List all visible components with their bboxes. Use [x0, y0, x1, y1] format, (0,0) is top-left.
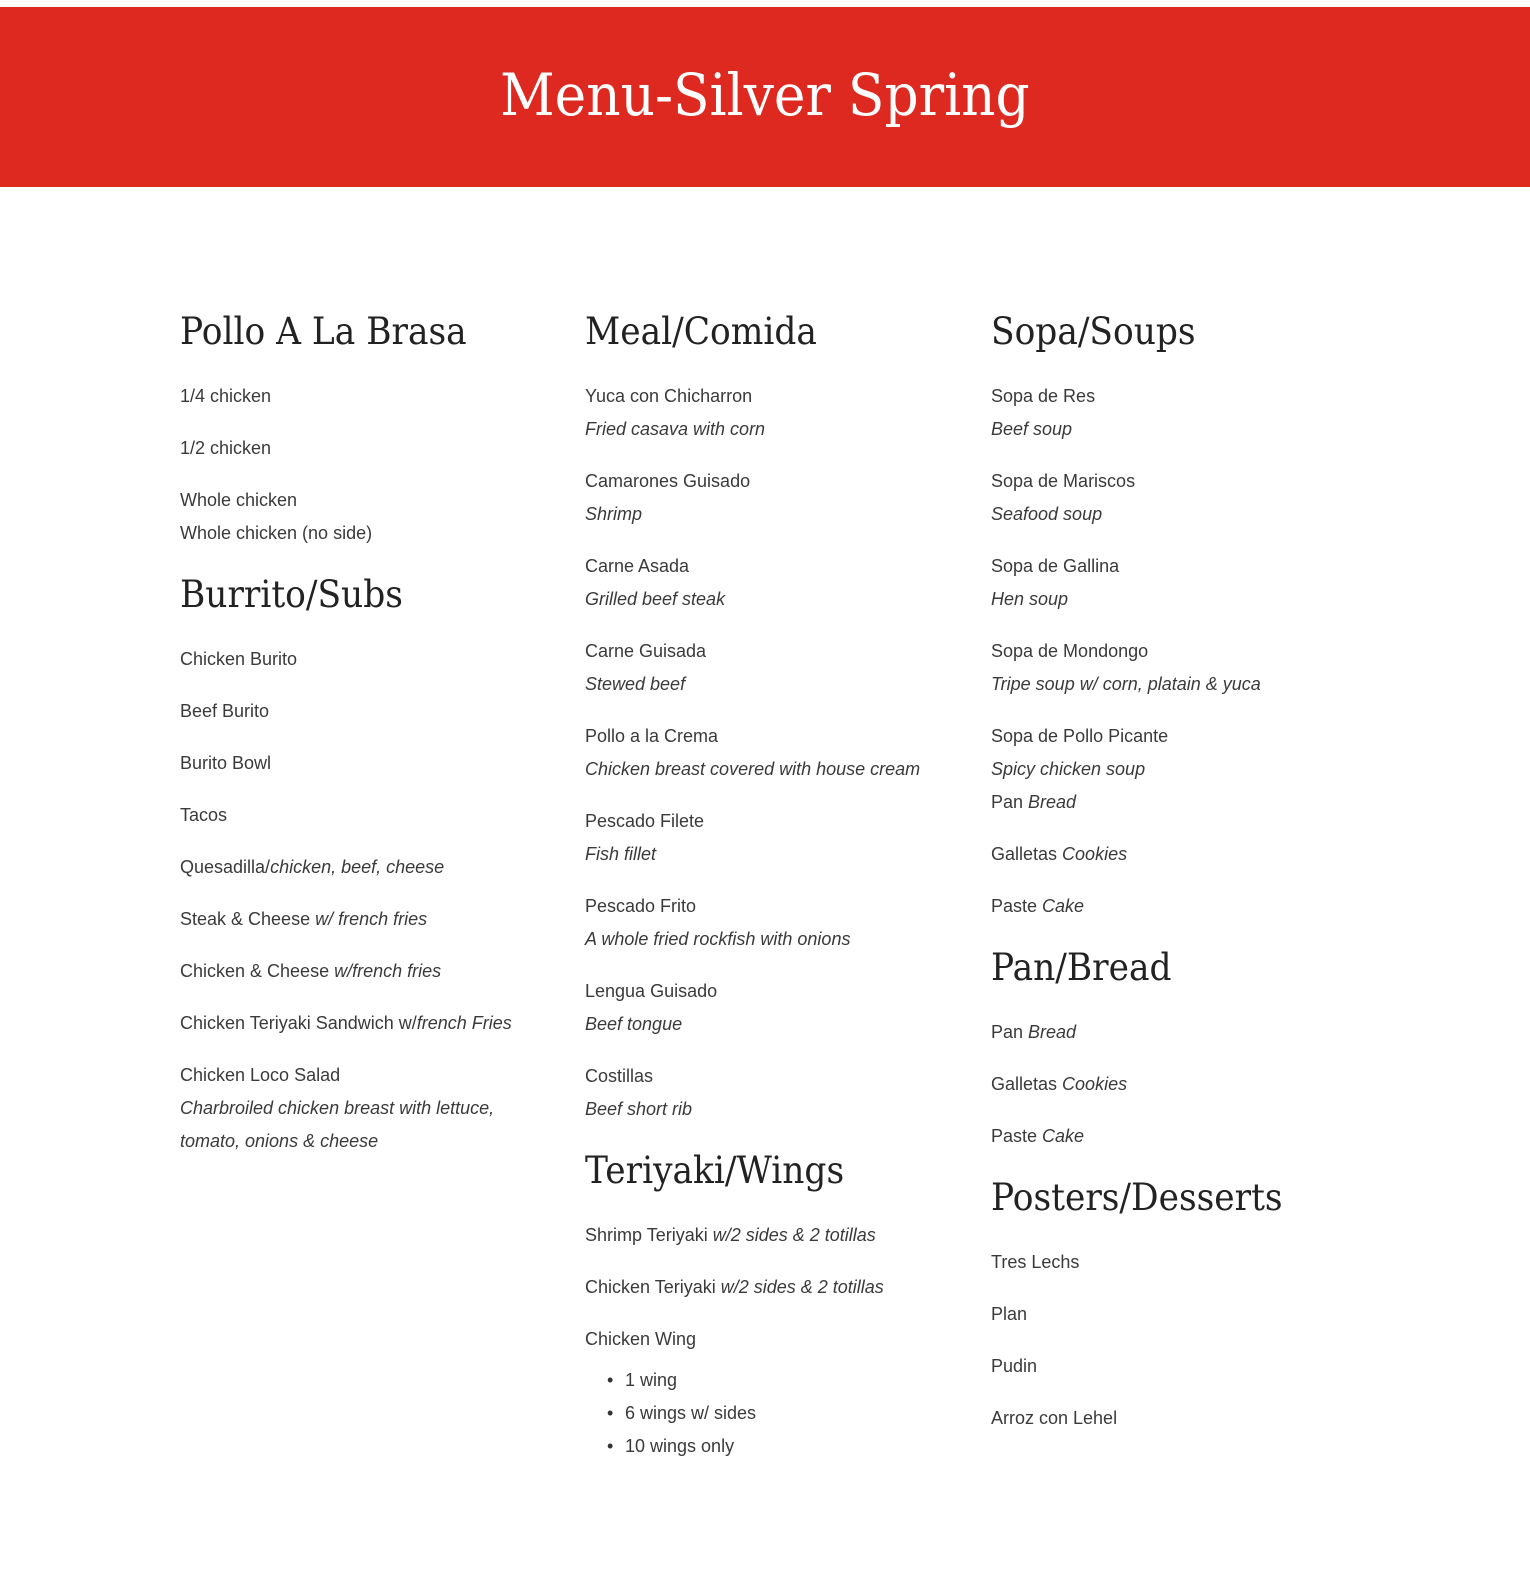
- menu-item: [991, 1016, 1391, 1049]
- menu-item: [585, 1323, 965, 1463]
- item-name: Pescado Frito: [585, 896, 697, 916]
- item-description: Fried casava with corn: [585, 419, 766, 439]
- item-description: Shrimp: [585, 504, 643, 524]
- menu-item: [585, 465, 965, 531]
- item-suffix: Bread: [1028, 792, 1077, 812]
- item-name: Sopa de Res: [991, 386, 1096, 406]
- menu-item: [180, 1007, 560, 1040]
- menu-item: [585, 635, 965, 701]
- item-suffix: w/ french fries: [315, 909, 428, 929]
- item-description: Hen soup: [991, 589, 1069, 609]
- item-line: [585, 1271, 965, 1304]
- item-line: [991, 1120, 1391, 1153]
- item-suffix: chicken, beef, cheese: [270, 857, 445, 877]
- menu-item: [585, 550, 965, 616]
- wing-option: • 1 wing: [607, 1364, 965, 1397]
- item-line: [991, 838, 1391, 871]
- menu-item: [180, 955, 560, 988]
- menu-item: [991, 720, 1391, 819]
- item-description: Beef short rib: [585, 1099, 693, 1119]
- page-header-banner: [0, 7, 1530, 187]
- item-name: Camarones Guisado: [585, 471, 751, 491]
- section-title: Sopa/Soups: [991, 310, 1196, 353]
- item-name: Plan: [991, 1304, 1028, 1324]
- item-description: Whole chicken (no side): [180, 523, 373, 543]
- item-description: Stewed beef: [585, 674, 686, 694]
- item-name: Whole chicken: [180, 490, 298, 510]
- item-line: [585, 1219, 965, 1252]
- item-name: Chicken & Cheese: [180, 961, 335, 981]
- item-name: Yuca con Chicharron: [585, 386, 753, 406]
- item-name: Galletas: [991, 844, 1063, 864]
- item-description: Spicy chicken soup: [991, 759, 1146, 779]
- item-name: Pudin: [991, 1356, 1038, 1376]
- item-name: 1/4 chicken: [180, 386, 272, 406]
- item-description: Seafood soup: [991, 504, 1103, 524]
- item-description: Chicken breast covered with house cream: [585, 759, 921, 779]
- item-line: [180, 903, 560, 936]
- menu-item: [180, 484, 560, 550]
- wing-option: • 6 wings w/ sides: [607, 1397, 965, 1430]
- item-line: [180, 955, 560, 988]
- menu-item: [585, 1060, 965, 1126]
- item-description: Charbroiled chicken breast with lettuce, tomato, onions & cheese: [180, 1098, 495, 1151]
- item-name: Arroz con Lehel: [991, 1408, 1118, 1428]
- item-suffix: french Fries: [416, 1013, 512, 1033]
- menu-item: [991, 1402, 1391, 1435]
- item-description: Grilled beef steak: [585, 589, 726, 609]
- item-name: 1/2 chicken: [180, 438, 272, 458]
- item-line: [991, 1068, 1391, 1101]
- section-sopa-soups: [991, 306, 1391, 923]
- item-suffix: Cake: [1042, 1126, 1085, 1146]
- item-suffix: Bread: [1028, 1022, 1077, 1042]
- item-suffix: Cookies: [1062, 1074, 1128, 1094]
- item-name: Costillas: [585, 1066, 654, 1086]
- item-line: [991, 786, 1391, 819]
- page-title: Menu-Silver Spring: [500, 61, 1030, 129]
- section-title: Meal/Comida: [585, 310, 817, 353]
- wing-options-list: [585, 1364, 965, 1463]
- section-title: Posters/Desserts: [991, 1176, 1283, 1219]
- menu-column-3: [991, 306, 1391, 1454]
- item-name: Carne Guisada: [585, 641, 707, 661]
- item-name: Tres Lechs: [991, 1252, 1080, 1272]
- item-suffix: w/2 sides & 2 totillas: [712, 1225, 876, 1245]
- section-title: Pollo A La Brasa: [180, 310, 467, 353]
- item-description: Tripe soup w/ corn, platain & yuca: [991, 674, 1261, 694]
- item-suffix: w/french fries: [334, 961, 442, 981]
- menu-item: [991, 550, 1391, 616]
- item-line: [180, 851, 560, 884]
- menu-item: [180, 851, 560, 884]
- section-title: Teriyaki/Wings: [585, 1149, 845, 1192]
- menu-item: [991, 838, 1391, 871]
- item-name: Beef Burito: [180, 701, 270, 721]
- wing-option: • 10 wings only: [607, 1430, 965, 1463]
- item-name: Pan: [991, 1022, 1029, 1042]
- menu-item: [991, 380, 1391, 446]
- menu-item: [180, 432, 560, 465]
- menu-item: [991, 1246, 1391, 1279]
- menu-item: [585, 890, 965, 956]
- item-description: Beef tongue: [585, 1014, 683, 1034]
- item-name: Chicken Teriyaki: [585, 1277, 721, 1297]
- section-title: Pan/Bread: [991, 946, 1172, 989]
- menu-item: [180, 799, 560, 832]
- menu-item: [180, 643, 560, 676]
- menu-item: [585, 1219, 965, 1252]
- item-suffix: Cookies: [1062, 844, 1128, 864]
- menu-column-2: [585, 306, 965, 1482]
- section-title: Burrito/Subs: [180, 573, 403, 616]
- menu-item: [991, 1120, 1391, 1153]
- item-name: Shrimp Teriyaki: [585, 1225, 713, 1245]
- section-pollo-a-la-brasa: [180, 306, 560, 550]
- menu-item: [585, 380, 965, 446]
- item-description: Fish fillet: [585, 844, 657, 864]
- menu-column-1: [180, 306, 560, 1177]
- item-name: Chicken Burito: [180, 649, 298, 669]
- item-line: [991, 1016, 1391, 1049]
- item-suffix: Cake: [1042, 896, 1085, 916]
- section-meal-comida: [585, 306, 965, 1126]
- item-name: Burito Bowl: [180, 753, 272, 773]
- item-name: Chicken Loco Salad: [180, 1065, 341, 1085]
- menu-item: [991, 465, 1391, 531]
- item-name: Tacos: [180, 805, 228, 825]
- item-name: Sopa de Mariscos: [991, 471, 1136, 491]
- menu-item: [585, 805, 965, 871]
- menu-item: [585, 975, 965, 1041]
- item-name: Sopa de Pollo Picante: [991, 726, 1169, 746]
- item-line: [180, 1007, 560, 1040]
- item-name: Steak & Cheese: [180, 909, 316, 929]
- item-description: Beef soup: [991, 419, 1073, 439]
- item-description: A whole fried rockfish with onions: [585, 929, 851, 949]
- menu-item: [991, 1350, 1391, 1383]
- item-name: Quesadilla/: [180, 857, 271, 877]
- item-name: Paste: [991, 1126, 1043, 1146]
- menu-item: [991, 635, 1391, 701]
- menu-item: [180, 747, 560, 780]
- menu-item: [585, 720, 965, 786]
- menu-item: [991, 1068, 1391, 1101]
- item-name: Carne Asada: [585, 556, 690, 576]
- item-suffix: w/2 sides & 2 totillas: [720, 1277, 884, 1297]
- menu-item: [991, 890, 1391, 923]
- menu-item: [180, 903, 560, 936]
- section-posters-desserts: [991, 1172, 1391, 1435]
- item-name: Pescado Filete: [585, 811, 705, 831]
- item-name: Lengua Guisado: [585, 981, 718, 1001]
- item-name: Galletas: [991, 1074, 1063, 1094]
- item-name: Sopa de Gallina: [991, 556, 1120, 576]
- menu-item: [585, 1271, 965, 1304]
- item-line: [991, 890, 1391, 923]
- item-name: Pan: [991, 792, 1029, 812]
- item-name: Pollo a la Crema: [585, 726, 719, 746]
- menu-item: [180, 695, 560, 728]
- item-name: Chicken Wing: [585, 1329, 697, 1349]
- item-name: Paste: [991, 896, 1043, 916]
- item-name: Chicken Teriyaki Sandwich w/: [180, 1013, 417, 1033]
- menu-item: [991, 1298, 1391, 1331]
- section-teriyaki-wings: [585, 1145, 965, 1463]
- section-burrito-subs: [180, 569, 560, 1158]
- item-name: Sopa de Mondongo: [991, 641, 1149, 661]
- menu-item: [180, 1059, 560, 1158]
- menu-item: [180, 380, 560, 413]
- section-pan-bread: [991, 942, 1391, 1153]
